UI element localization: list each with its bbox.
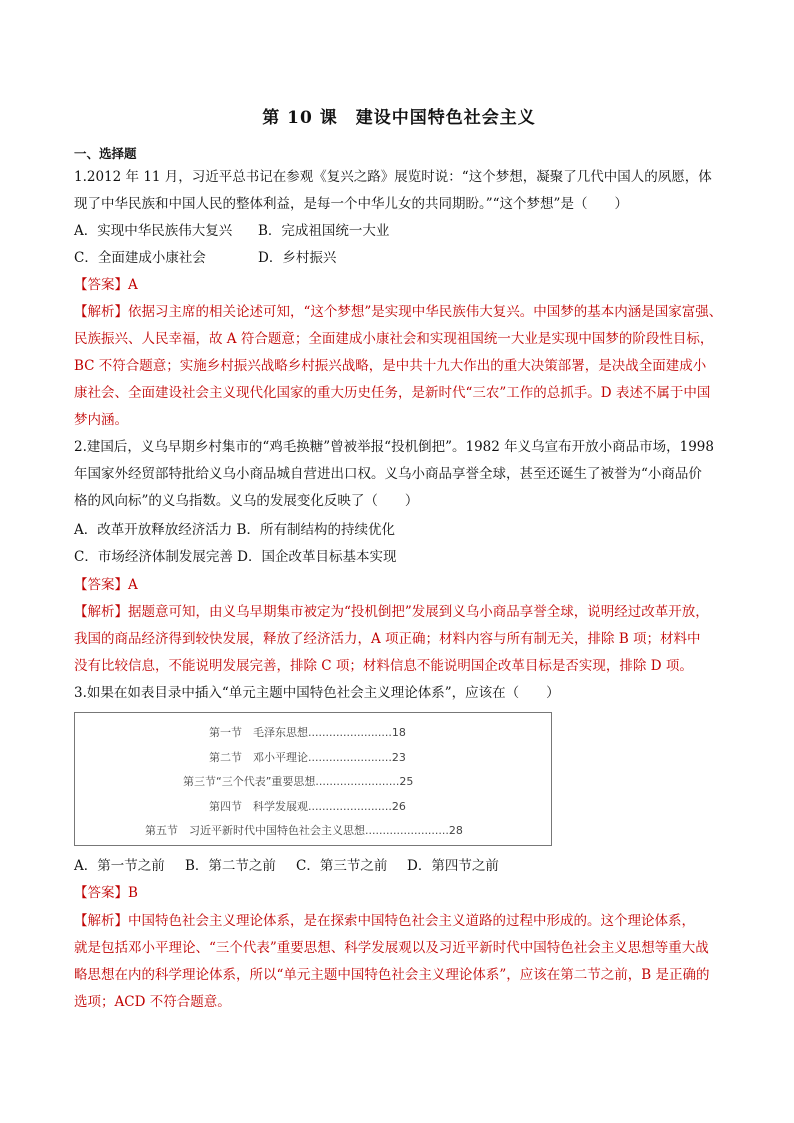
option-c: C．全面建成小康社会 [74,250,206,266]
section-heading: 一、选择题 [74,146,137,161]
answer-tag: 【答案】 [74,277,128,293]
question-1-options-row-1 [74,222,389,240]
question-2-options-row-2: C．市场经济体制发展完善 D．国企改革目标基本实现 [74,549,397,565]
question-3-analysis-line-3: 略思想在内的科学理论体系，所以“单元主题中国特色社会主义理论体系”，应该在第二节之前，B 是正确的 [74,967,710,983]
option-b: B．第二节之前 [185,858,276,874]
question-1-options-row-2 [74,249,336,267]
page-title: 第 10 课 建设中国特色社会主义 [262,108,536,128]
question-2-stem-line-3: 格的风向标”的义乌指数。义乌的发展变化反映了（ ） [74,493,419,509]
analysis-text: 中国特色社会主义理论体系，是在探索中国特色社会主义道路的过程中形成的。这个理论体系， [128,913,695,929]
answer-tag: 【答案】 [74,885,128,901]
option-c: C．第三节之前 [296,858,388,874]
toc-entry-5: 第五节 习近平新时代中国特色社会主义思想........................28 [145,824,463,837]
question-1-analysis-line-5: 梦内涵。 [74,412,128,428]
answer-value: A [128,577,138,593]
question-2-stem-line-2: 年国家外经贸部特批给义乌小商品城自营进出口权。义乌小商品享誉全球，甚至还诞生了被誉为“小商品价 [74,466,702,482]
question-3-analysis-line-2: 就是包括邓小平理论、“三个代表”重要思想、科学发展观以及习近平新时代中国特色社会主义思想等重大战 [74,940,709,956]
toc-entry-3: 第三节“三个代表”重要思想........................25 [183,775,414,788]
question-2-options-row-1: A．改革开放释放经济活力 B．所有制结构的持续优化 [74,522,395,538]
analysis-tag: 【解析】 [74,604,128,620]
question-1-answer [74,276,138,294]
question-3-answer [74,884,138,902]
question-3-options-row [74,857,499,875]
question-2-analysis-line-3: 没有比较信息，不能说明发展完善，排除 C 项；材料信息不能说明国企改革目标是否实现，排除 D 项。 [74,658,693,674]
question-3-stem-line-1: 3.如果在如表目录中插入“单元主题中国特色社会主义理论体系”，应该在（ ） [74,685,560,701]
option-d: D．第四节之前 [407,858,499,874]
option-d: D．乡村振兴 [258,250,337,266]
answer-tag: 【答案】 [74,577,128,593]
question-3-analysis-line-4: 选项；ACD 不符合题意。 [74,994,231,1010]
toc-entry-4: 第四节 科学发展观........................26 [209,800,406,813]
question-2-stem-line-1: 2.建国后，义乌早期乡村集市的“鸡毛换糖”曾被举报“投机倒把”。1982 年义乌宣布开放小商品市场，1998 [74,439,714,455]
question-1-stem-line-2: 现了中华民族和中国人民的整体利益，是每一个中华儿女的共同期盼。”“这个梦想”是（ ） [74,196,628,212]
toc-entry-1: 第一节 毛泽东思想........................18 [209,726,406,739]
question-1-analysis-line-1 [74,303,722,321]
option-a: A．第一节之前 [74,858,165,874]
analysis-tag: 【解析】 [74,913,128,929]
question-2-analysis-line-2: 我国的商品经济得到较快发展，释放了经济活力，A 项正确；材料内容与所有制无关，排除 B 项；材料中 [74,631,701,647]
question-1-analysis-line-2: 民族振兴、人民幸福，故 A 符合题意；全面建成小康社会和实现祖国统一大业是实现中国梦的阶段性目标， [74,331,714,347]
analysis-text: 依据习主席的相关论述可知，“这个梦想”是实现中华民族伟大复兴。中国梦的基本内涵是国家富强、 [128,304,723,320]
answer-value: A [128,277,138,293]
option-a: A．实现中华民族伟大复兴 [74,223,233,239]
question-3-analysis-line-1 [74,912,695,930]
analysis-text: 据题意可知，由义乌早期集市被定为“投机倒把”发展到义乌小商品享誉全球，说明经过改革开放， [128,604,709,620]
question-1-analysis-line-3: BC 不符合题意；实施乡村振兴战略乡村振兴战略，是中共十九大作出的重大决策部署，是决战全面建成小 [74,358,707,374]
question-2-analysis-line-1 [74,603,709,621]
table-of-contents-figure [74,712,552,846]
analysis-tag: 【解析】 [74,304,128,320]
answer-value: B [128,885,138,901]
question-2-answer [74,576,138,594]
option-b: B．完成祖国统一大业 [258,223,390,239]
question-1-stem-line-1: 1.2012 年 11 月，习近平总书记在参观《复兴之路》展览时说：“这个梦想，凝聚了几代中国人的夙愿，体 [74,169,712,185]
toc-entry-2: 第二节 邓小平理论........................23 [209,751,406,764]
question-1-analysis-line-4: 康社会、全面建设社会主义现代化国家的重大历史任务，是新时代“三农”工作的总抓手。D 表述不属于中国 [74,385,711,401]
